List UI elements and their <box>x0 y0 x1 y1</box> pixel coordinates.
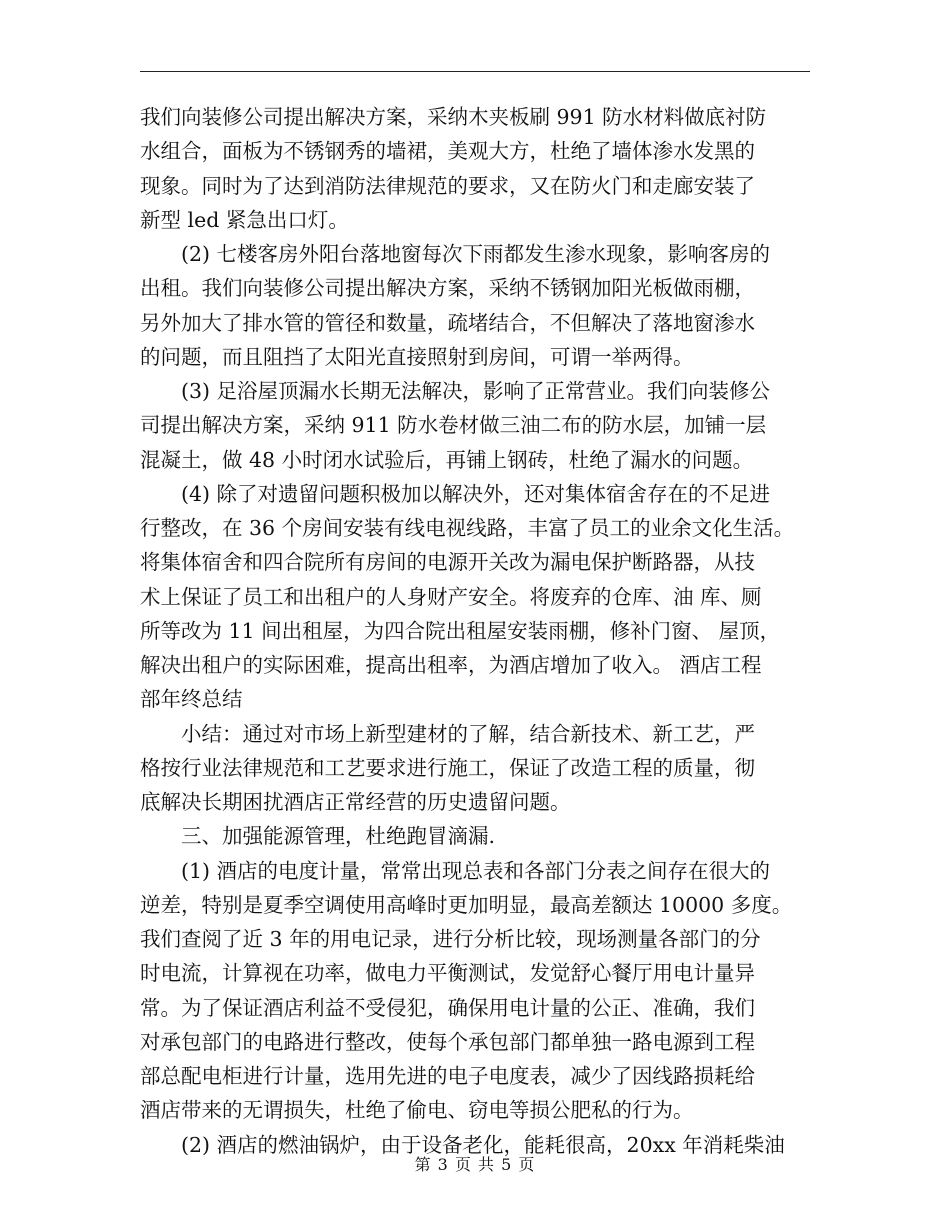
text-line: 现象。同时为了达到消防法律规范的要求，又在防火门和走廊安装了 <box>140 173 755 198</box>
text-line: 酒店带来的无谓损失，杜绝了偷电、窃电等损公肥私的行为。 <box>140 1098 694 1123</box>
text-line: 我们查阅了近 3 年的用电记录，进行分析比较，现场测量各部门的分 <box>140 927 761 951</box>
text-line: 部总配电柜进行计量，选用先进的电子电度表，减少了因线路损耗给 <box>140 1064 755 1088</box>
text-line: 术上保证了员工和出租户的人身财产安全。将废弃的仓库、油 库、厕 <box>140 584 762 609</box>
document-body <box>140 100 815 1162</box>
text-line: 格按行业法律规范和工艺要求进行施工，保证了改造工程的质量，彻 <box>140 755 755 780</box>
text-line: 出租。我们向装修公司提出解决方案，采纳不锈钢加阳光板做雨棚， <box>140 276 755 301</box>
text-line: 混凝土，做 48 小时闭水试验后，再铺上钢砖，杜绝了漏水的问题。 <box>140 447 754 472</box>
text-line: 部年终总结 <box>140 687 243 712</box>
text-line: 时电流，计算视在功率，做电力平衡测试，发觉舒心餐厅用电计量异 <box>140 961 755 986</box>
section-heading: 三、加强能源管理，杜绝跑冒滴漏. <box>140 824 496 849</box>
header-rule <box>140 71 810 72</box>
text-line: 所等改为 11 间出租屋，为四合院出租屋安装雨棚，修补门窗、 屋顶， <box>140 618 781 643</box>
text-line: 底解决长期困扰酒店正常经营的历史遗留问题。 <box>140 790 571 814</box>
text-line: (1) 酒店的电度计量，常常出现总表和各部门分表之间存在很大的 <box>140 858 771 883</box>
text-line: (3) 足浴屋顶漏水长期无法解决，影响了正常营业。我们向装修公 <box>140 379 771 403</box>
text-line: 司提出解决方案，采纳 911 防水卷材做三油二布的防水层，加铺一层 <box>140 413 767 438</box>
page-number-footer: 第 3 页 共 5 页 <box>414 1155 536 1174</box>
text-line: 解决出租户的实际困难，提高出租率，为酒店增加了收入。 酒店工程 <box>140 653 762 677</box>
text-line: 我们向装修公司提出解决方案，采纳木夹板刷 991 防水材料做底衬防 <box>140 105 767 129</box>
text-line: 另外加大了排水管的管径和数量，疏堵结合，不但解决了落地窗渗水 <box>140 310 755 335</box>
text-line: 常。为了保证酒店利益不受侵犯，确保用电计量的公正、准确，我们 <box>140 995 755 1020</box>
text-line: 将集体宿舍和四合院所有房间的电源开关改为漏电保护断路器，从技 <box>140 550 755 575</box>
text-line: (2) 酒店的燃油锅炉，由于设备老化，能耗很高，20xx 年消耗柴油 <box>140 1132 785 1157</box>
text-line: (2) 七楼客房外阳台落地窗每次下雨都发生渗水现象，影响客房的 <box>140 242 771 266</box>
text-line: 小结：通过对市场上新型建材的了解，结合新技术、新工艺，严 <box>140 721 755 746</box>
text-line: 逆差，特别是夏季空调使用高峰时更加明显，最高差额达 10000 多度。 <box>140 892 793 917</box>
text-line: 对承包部门的电路进行整改，使每个承包部门都单独一路电源到工程 <box>140 1029 755 1054</box>
text-line: (4) 除了对遗留问题积极加以解决外，还对集体宿舍存在的不足进 <box>140 481 771 506</box>
text-line: 的问题，而且阻挡了太阳光直接照射到房间，可谓一举两得。 <box>140 344 694 369</box>
text-line: 行整改，在 36 个房间安装有线电视线路，丰富了员工的业余文化生活。 <box>140 516 795 540</box>
text-line: 水组合，面板为不锈钢秀的墙裙，美观大方，杜绝了墙体渗水发黑的 <box>140 139 755 164</box>
text-line: 新型 led 紧急出口灯。 <box>140 207 349 232</box>
